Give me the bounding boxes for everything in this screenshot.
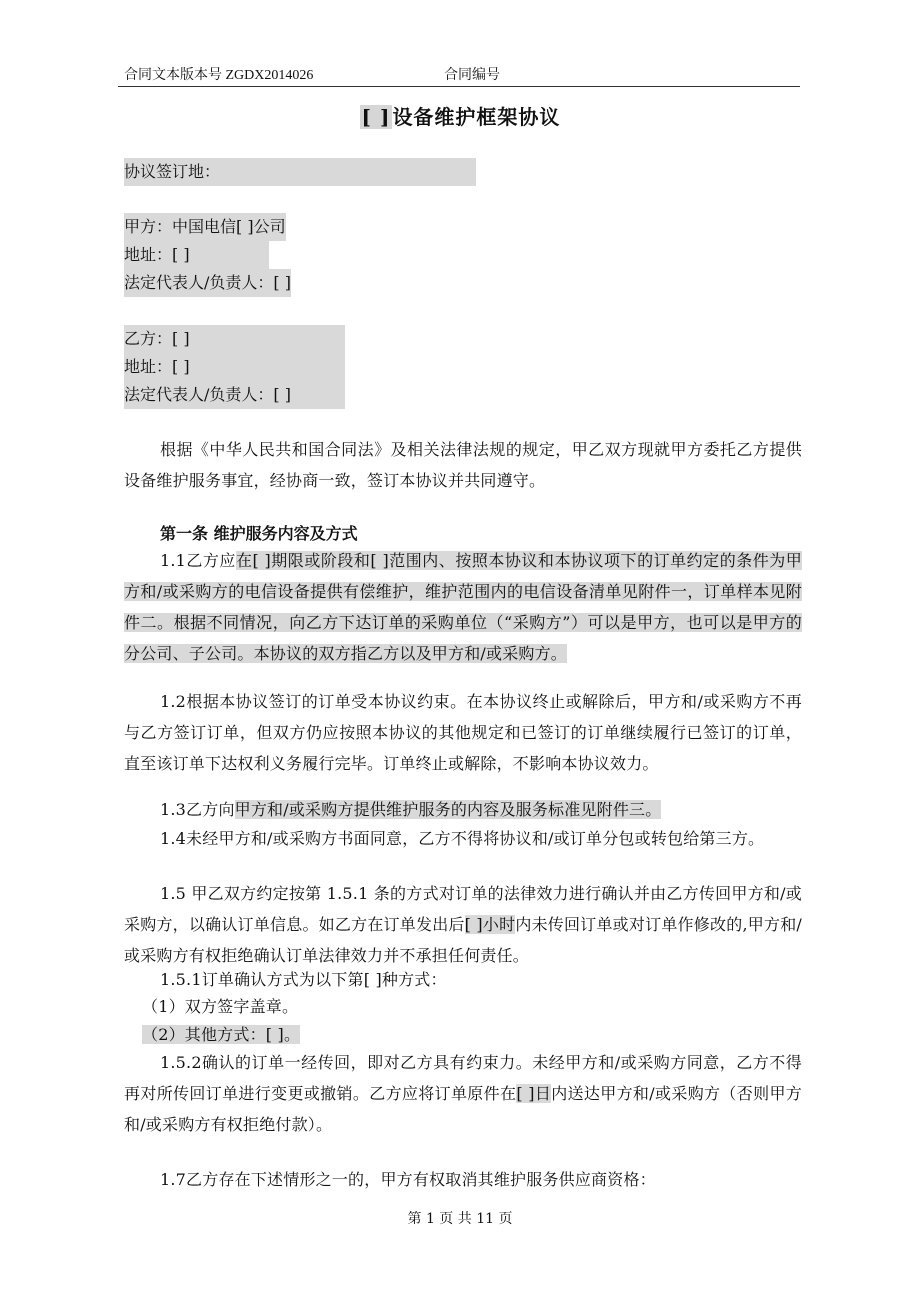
party-a-address: 地址：[ ] [124,241,269,269]
sign-place: 协议签订地： [124,158,476,186]
article-1-heading: 第一条 维护服务内容及方式 [160,524,358,543]
clause-1-4: 1.4未经甲方和/或采购方书面同意，乙方不得将协议和/或订单分包或转包给第三方。 [160,829,765,848]
party-a-name: 甲方：中国电信[ ]公司 [124,213,286,241]
option-2 [142,1019,300,1050]
clause-1-5-lead: 1.5 甲乙双方约定按第 1.5.1 条的方式对订单的法律效力进行确认并由乙方传回甲方和/或采购方，以确认订单信息。如乙方在订单发出后 [124,884,802,934]
header-version: 合同文本版本号 ZGDX2014026 [124,68,314,83]
clause-1-7: 1.7乙方存在下述情形之一的，甲方有权取消其维护服务供应商资格： [160,1170,656,1189]
clause-1-3-body: 甲方和/或采购方提供维护服务的内容及服务标准见附件三。 [234,800,662,819]
page-footer: 第 1 页 共 11 页 [407,1211,513,1227]
clause-1-5-tail: 内未传回订单或对订单作修改的,甲方和/或采购方有权拒绝确认订单法律效力并不承担任何责任。 [124,915,803,965]
header-contract-no: 合同编号 [444,68,500,83]
party-b-address: 地址：[ ] [124,353,345,381]
party-b-name: 乙方：[ ] [124,325,345,353]
title-bracket: [ ] [361,105,391,129]
header-divider [118,86,800,87]
party-a-rep: 法定代表人/负责人：[ ] [124,269,291,297]
clause-1-3-lead: 1.3乙方向 [160,800,235,819]
clause-1-5-2-tail: 内送达甲方和/或采购方（否则甲方和/或采购方有权拒绝付款）。 [124,1084,802,1134]
clause-1-5-1: 1.5.1订单确认方式为以下第[ ]种方式： [160,970,447,989]
option-1: （1）双方签字盖章。 [142,997,299,1016]
clause-1-1-lead: 1.1乙方应 [160,551,236,570]
clause-1-5-2 [124,1047,802,1140]
party-b-rep: 法定代表人/负责人：[ ] [124,381,345,409]
clause-1-5-2-days: [ ]日 [516,1084,552,1103]
clause-1-1 [124,545,802,669]
clause-1-5-2-lead: 1.5.2确认的订单一经传回，即对乙方具有约束力。未经甲方和/或采购方同意，乙方不得再对所传回订单进行变更或撤销。乙方应将订单原件在 [124,1053,802,1103]
title-text: 设备维护框架协议 [392,105,561,129]
clause-1-5 [124,878,802,971]
clause-1-3 [124,794,802,825]
clause-1-5-hours: [ ]小时 [464,915,516,934]
option-2-text: （2）其他方式：[ ]。 [142,1025,301,1044]
clause-1-2: 1.2根据本协议签订的订单受本协议约束。在本协议终止或解除后，甲方和/或采购方不再与乙方签订订单，但双方仍应按照本协议的其他规定和已签订的订单继续履行已签订的订单，直至该订单下达权利义务履行完毕。订单终止或解除，不影响本协议效力。 [124,692,802,773]
clause-1-1-body: 在[ ]期限或阶段和[ ]范围内、按照本协议和本协议项下的订单约定的条件为甲方和/或采购方的电信设备提供有偿维护，维护范围内的电信设备清单见附件一，订单样本见附件二。根据不同情况，向乙方下达订单的采购单位（“采购方”）可以是甲方，也可以是甲方的分公司、子公司。本协议的双方指乙方以及甲方和/或采购方。 [124,551,802,663]
preamble: 根据《中华人民共和国合同法》及相关法律法规的规定，甲乙双方现就甲方委托乙方提供设备维护服务事宜，经协商一致，签订本协议并共同遵守。 [124,440,802,490]
page-title [0,101,920,130]
